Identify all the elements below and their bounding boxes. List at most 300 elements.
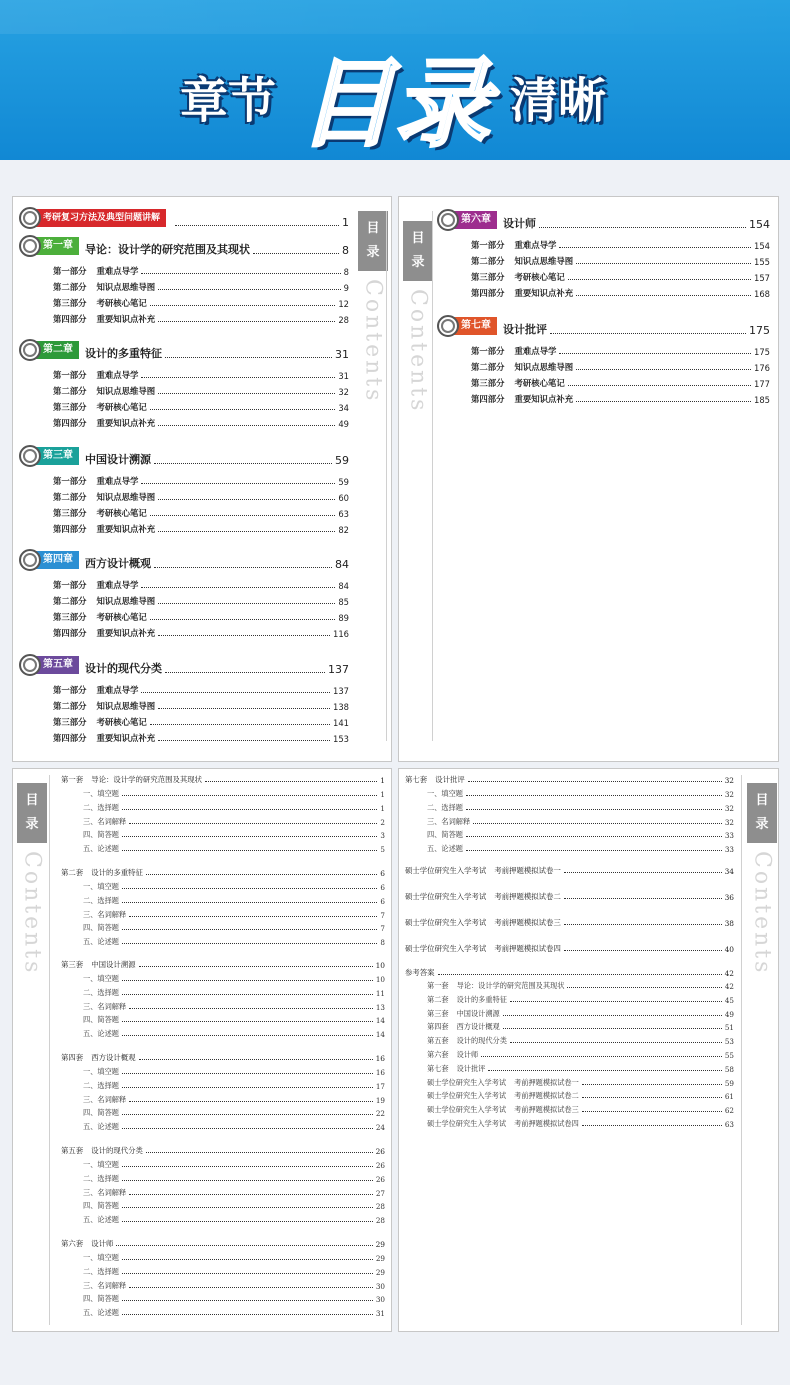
- question-type: 一、填空题: [83, 1067, 119, 1076]
- section-part: 第一部分: [53, 476, 87, 486]
- answer-label: 第六套: [427, 1050, 449, 1059]
- answer-label: 硕士学位研究生入学考试: [427, 1105, 507, 1115]
- page-number: 185: [754, 395, 770, 405]
- question-row[interactable]: [83, 1002, 385, 1012]
- page-number: 1: [380, 803, 385, 813]
- section-title: 重要知识点补充: [96, 418, 156, 428]
- section-part: 第二部分: [471, 362, 505, 372]
- sidebar-label: [358, 211, 388, 403]
- set-heading[interactable]: [61, 959, 385, 970]
- set-heading[interactable]: [61, 867, 385, 878]
- mock-title: 考前押题模拟试卷二: [494, 892, 561, 901]
- set-label: 第三套: [61, 960, 84, 969]
- question-type: 一、填空题: [83, 974, 119, 983]
- page-number: 32: [724, 776, 734, 785]
- chapter-tag: [19, 654, 79, 676]
- question-row[interactable]: [83, 1188, 385, 1198]
- section-title: 知识点思维导图: [96, 596, 156, 606]
- section-part: 第三部分: [53, 298, 87, 308]
- dot-leader: [122, 1166, 373, 1167]
- page-number: 10: [375, 975, 385, 984]
- page-number: 8: [343, 267, 349, 277]
- question-row[interactable]: [83, 803, 385, 813]
- question-row[interactable]: [83, 937, 385, 947]
- page-number: 26: [375, 1174, 385, 1184]
- answer-title: 考前押题模拟试卷四: [514, 1119, 579, 1128]
- question-row[interactable]: [83, 1174, 385, 1184]
- page-number: 141: [333, 718, 349, 728]
- page-number: 177: [754, 379, 770, 389]
- answers-title: 参考答案: [405, 968, 435, 977]
- page-number: 42: [724, 969, 734, 978]
- chapter-heading[interactable]: [19, 445, 349, 467]
- chapter-heading[interactable]: [437, 209, 770, 231]
- question-row[interactable]: [83, 1095, 385, 1105]
- question-type: 五、论述题: [83, 1122, 119, 1132]
- sidebar-label: [747, 783, 777, 975]
- question-type: 五、论述题: [83, 1215, 119, 1225]
- banner-title-part1: 章节: [180, 73, 277, 129]
- chapter-title: 西方设计概观: [85, 557, 151, 570]
- page-number: 137: [328, 663, 349, 676]
- chapter-title: 设计师: [503, 217, 536, 230]
- answer-title: 中国设计溯源: [456, 1008, 500, 1018]
- answer-title: 考前押题模拟试卷三: [514, 1105, 579, 1115]
- dot-leader: [129, 1287, 373, 1288]
- page-number: 53: [724, 1037, 734, 1047]
- page-number: 154: [754, 241, 770, 251]
- page-number: 85: [338, 597, 349, 607]
- set-title: 设计的现代分类: [91, 1146, 143, 1155]
- question-row[interactable]: [83, 844, 385, 854]
- chapter-tag-label: 第七章: [449, 317, 497, 335]
- answer-row[interactable]: [427, 1050, 734, 1060]
- set-heading[interactable]: [405, 774, 734, 785]
- contents-vertical-text: Contents: [360, 279, 386, 404]
- chapter-heading[interactable]: [19, 339, 349, 361]
- dot-leader: [150, 619, 336, 620]
- page-number: 8: [380, 938, 385, 948]
- set-label: 第一套: [61, 775, 84, 784]
- answer-label: 硕士学位研究生入学考试: [427, 1119, 507, 1128]
- section-title: 知识点思维导图: [96, 386, 156, 396]
- question-type: 五、论述题: [83, 937, 119, 947]
- mock-exam-row[interactable]: [405, 917, 734, 928]
- page-number: 63: [338, 509, 349, 519]
- section-title: 考研核心笔记: [96, 717, 147, 727]
- banner-title-part2: 目录: [298, 48, 490, 160]
- answer-title: 考前押题模拟试卷一: [514, 1077, 579, 1087]
- section-part: 第一部分: [53, 685, 87, 695]
- page-number: 58: [724, 1064, 734, 1074]
- ring-icon: [19, 654, 41, 676]
- section-part: 第二部分: [53, 492, 87, 502]
- answer-row[interactable]: [427, 1078, 734, 1088]
- contents-marker: [403, 221, 433, 281]
- section-row[interactable]: [53, 523, 349, 535]
- dot-leader: [539, 227, 746, 228]
- question-row[interactable]: [83, 1029, 385, 1039]
- page-number: 63: [724, 1120, 734, 1129]
- page-number: 22: [375, 1109, 385, 1119]
- section-row[interactable]: [53, 595, 349, 607]
- question-row[interactable]: [83, 789, 385, 799]
- dot-leader: [559, 353, 751, 354]
- question-row[interactable]: [83, 1281, 385, 1291]
- answer-row[interactable]: [427, 1091, 734, 1101]
- question-row[interactable]: [427, 844, 734, 854]
- question-row[interactable]: [427, 803, 734, 813]
- section-row[interactable]: [53, 716, 349, 728]
- question-row[interactable]: [83, 1160, 385, 1170]
- mock-prefix: 硕士学位研究生入学考试: [405, 944, 487, 953]
- page-number: 26: [375, 1161, 385, 1170]
- section-title: 考研核心笔记: [96, 298, 147, 308]
- dot-leader: [150, 515, 336, 516]
- section-row[interactable]: [53, 297, 349, 309]
- section-row[interactable]: [53, 475, 349, 487]
- intro-tag: [19, 207, 166, 229]
- page-number: 38: [724, 919, 734, 928]
- contents-vertical-text: Contents: [19, 851, 45, 976]
- section-row[interactable]: [53, 507, 349, 519]
- page-number: 14: [375, 1016, 385, 1026]
- section-row[interactable]: [53, 281, 349, 293]
- section-row[interactable]: [53, 265, 349, 277]
- set-heading[interactable]: [61, 1052, 385, 1063]
- section-part: 第一部分: [53, 370, 87, 380]
- chapter-tag: [437, 209, 497, 231]
- question-row[interactable]: [83, 923, 385, 933]
- question-type: 四、简答题: [83, 1201, 119, 1211]
- page-number: 40: [724, 945, 734, 954]
- page-number: 153: [333, 734, 349, 744]
- question-type: 五、论述题: [427, 844, 463, 854]
- dot-leader: [564, 872, 722, 873]
- mock-title: 考前押题模拟试卷三: [494, 918, 561, 927]
- question-row[interactable]: [83, 896, 385, 906]
- page-number: 55: [724, 1051, 734, 1060]
- page-number: 28: [375, 1202, 385, 1212]
- page-number: 32: [724, 790, 734, 799]
- dot-leader: [158, 740, 330, 741]
- section-title: 重要知识点补充: [514, 288, 574, 298]
- dot-leader: [582, 1125, 722, 1126]
- section-title: 重难点导学: [96, 370, 139, 380]
- page-number: 1: [380, 790, 385, 799]
- dot-leader: [158, 635, 330, 636]
- section-part: 第三部分: [471, 272, 505, 282]
- page-number: 29: [375, 1254, 385, 1263]
- dot-leader: [122, 850, 377, 851]
- section-row[interactable]: [53, 491, 349, 503]
- question-row[interactable]: [83, 1081, 385, 1091]
- dot-leader: [122, 1207, 373, 1208]
- question-row[interactable]: [83, 817, 385, 827]
- dot-leader: [564, 898, 722, 899]
- page-number: 32: [724, 817, 734, 827]
- question-type: 三、名词解释: [83, 1187, 127, 1197]
- dot-leader: [158, 289, 341, 290]
- mock-exam-row[interactable]: [405, 891, 734, 902]
- set-heading[interactable]: [61, 774, 385, 785]
- dot-leader: [141, 483, 335, 484]
- section-row[interactable]: [53, 684, 349, 696]
- question-type: 三、名词解释: [427, 816, 471, 826]
- ring-icon: [19, 235, 41, 257]
- page-number: 33: [724, 831, 734, 841]
- dot-leader: [175, 225, 339, 226]
- section-title: 考研核心笔记: [96, 508, 147, 518]
- section-row[interactable]: [471, 271, 770, 283]
- sidebar-mulu-char-2: 录: [366, 245, 380, 260]
- question-row[interactable]: [83, 910, 385, 920]
- section-row[interactable]: [53, 700, 349, 712]
- chapter-heading[interactable]: [19, 235, 349, 257]
- question-row[interactable]: [83, 1067, 385, 1077]
- page-number: 31: [338, 371, 349, 381]
- answer-row[interactable]: [427, 1064, 734, 1074]
- question-row[interactable]: [83, 988, 385, 998]
- section-row[interactable]: [53, 369, 349, 381]
- section-row[interactable]: [471, 345, 770, 357]
- section-title: 重难点导学: [514, 346, 557, 356]
- answers-heading[interactable]: [405, 967, 734, 978]
- question-row[interactable]: [427, 817, 734, 827]
- chapter-tag-label: 第六章: [449, 211, 497, 229]
- page-number: 9: [343, 283, 349, 293]
- section-row[interactable]: [53, 611, 349, 623]
- question-type: 一、填空题: [83, 1160, 119, 1169]
- set-heading[interactable]: [61, 1238, 385, 1249]
- ring-icon: [19, 445, 41, 467]
- section-title: 考研核心笔记: [96, 612, 147, 622]
- dot-leader: [576, 401, 751, 402]
- question-type: 二、选择题: [83, 1080, 119, 1090]
- set-label: 第二套: [61, 868, 84, 877]
- page-number: 175: [749, 324, 770, 337]
- section-part: 第四部分: [471, 288, 505, 298]
- dot-leader: [158, 321, 335, 322]
- page-number: 29: [375, 1267, 385, 1277]
- page-number: 33: [724, 845, 734, 855]
- section-part: 第二部分: [53, 701, 87, 711]
- dot-leader: [564, 950, 722, 951]
- page-number: 82: [338, 525, 349, 535]
- page-number: 29: [375, 1240, 385, 1249]
- answer-row[interactable]: [427, 1119, 734, 1129]
- dot-leader: [564, 924, 722, 925]
- question-row[interactable]: [83, 1294, 385, 1304]
- sidebar-label: [403, 221, 433, 413]
- section-part: 第一部分: [471, 240, 505, 250]
- dot-leader: [141, 377, 335, 378]
- dot-leader: [122, 1221, 373, 1222]
- question-row[interactable]: [83, 1122, 385, 1132]
- question-row[interactable]: [83, 882, 385, 892]
- page-number: 176: [754, 363, 770, 373]
- section-row[interactable]: [471, 239, 770, 251]
- section-row[interactable]: [471, 255, 770, 267]
- dot-leader: [568, 279, 751, 280]
- section-title: 重要知识点补充: [96, 628, 156, 638]
- answer-row[interactable]: [427, 981, 734, 991]
- page-number: 5: [380, 845, 385, 855]
- section-row[interactable]: [471, 377, 770, 389]
- page-number: 59: [724, 1078, 734, 1088]
- section-part: 第二部分: [53, 596, 87, 606]
- question-row[interactable]: [427, 789, 734, 799]
- question-type: 一、填空题: [83, 789, 119, 798]
- section-part: 第四部分: [53, 418, 87, 428]
- dot-leader: [139, 1059, 373, 1060]
- question-type: 三、名词解释: [83, 1094, 127, 1104]
- dot-leader: [165, 357, 332, 358]
- question-type: 一、填空题: [83, 1253, 119, 1262]
- sidebar-mulu-char-2: 录: [25, 817, 39, 832]
- page-number: 89: [338, 613, 349, 623]
- question-row[interactable]: [83, 1267, 385, 1277]
- dot-leader: [122, 943, 377, 944]
- answer-row[interactable]: [427, 995, 734, 1005]
- question-row[interactable]: [83, 1253, 385, 1263]
- section-row[interactable]: [53, 417, 349, 429]
- dot-leader: [568, 385, 751, 386]
- set-label: 第六套: [61, 1239, 84, 1248]
- question-type: 四、简答题: [83, 830, 119, 840]
- dot-leader: [129, 1008, 373, 1009]
- question-type: 二、选择题: [83, 895, 119, 905]
- answer-row[interactable]: [427, 1009, 734, 1019]
- contents-vertical-text: Contents: [749, 851, 775, 976]
- section-row[interactable]: [471, 393, 770, 405]
- toc-page-chapters-2: [398, 196, 779, 762]
- question-type: 二、选择题: [427, 802, 463, 812]
- section-row[interactable]: [471, 361, 770, 373]
- page-number: 59: [335, 454, 349, 467]
- question-row[interactable]: [83, 830, 385, 840]
- dot-leader: [122, 1128, 373, 1129]
- question-type: 二、选择题: [83, 802, 119, 812]
- section-part: 第二部分: [53, 282, 87, 292]
- question-row[interactable]: [83, 974, 385, 984]
- dot-leader: [576, 295, 751, 296]
- set-heading[interactable]: [61, 1145, 385, 1156]
- chapter-title: 设计的现代分类: [85, 662, 162, 675]
- page-number: 32: [338, 387, 349, 397]
- answer-row[interactable]: [427, 1036, 734, 1046]
- question-row[interactable]: [83, 1201, 385, 1211]
- header-banner: [0, 0, 790, 160]
- question-row[interactable]: [83, 1015, 385, 1025]
- dot-leader: [466, 795, 722, 796]
- page-number: 1: [380, 776, 385, 785]
- dot-leader: [129, 916, 377, 917]
- page-number: 154: [749, 218, 770, 231]
- question-row[interactable]: [83, 1308, 385, 1318]
- section-title: 考研核心笔记: [514, 378, 565, 388]
- answer-label: 第三套: [427, 1008, 449, 1018]
- mock-exam-row[interactable]: [405, 865, 734, 876]
- page-number: 34: [338, 403, 349, 413]
- set-title: 设计师: [91, 1239, 114, 1248]
- chapter-tag-label: 第二章: [31, 341, 79, 359]
- section-title: 知识点思维导图: [514, 256, 574, 266]
- section-title: 重难点导学: [96, 476, 139, 486]
- page-number: 14: [375, 1030, 385, 1040]
- page-number: 30: [375, 1281, 385, 1291]
- question-row[interactable]: [83, 1108, 385, 1118]
- intro-row[interactable]: [19, 207, 349, 229]
- answer-title: 西方设计概观: [456, 1022, 500, 1032]
- section-row[interactable]: [53, 385, 349, 397]
- sidebar-mulu-char-1: 目: [755, 793, 769, 808]
- page-number: 24: [375, 1123, 385, 1133]
- section-row[interactable]: [471, 287, 770, 299]
- chapter-title: 中国设计溯源: [85, 453, 151, 466]
- section-part: 第二部分: [471, 256, 505, 266]
- chapter-heading[interactable]: [19, 654, 349, 676]
- section-part: 第三部分: [471, 378, 505, 388]
- chapter-heading[interactable]: [437, 315, 770, 337]
- ring-icon: [19, 207, 41, 229]
- section-title: 考研核心笔记: [514, 272, 565, 282]
- page-number: 61: [724, 1092, 734, 1102]
- set-label: 第四套: [61, 1053, 84, 1062]
- set-title: 导论：设计学的研究范围及其现状: [91, 775, 203, 784]
- answer-row[interactable]: [427, 1105, 734, 1115]
- mock-exam-row[interactable]: [405, 943, 734, 954]
- page-number: 6: [380, 896, 385, 906]
- question-row[interactable]: [427, 830, 734, 840]
- answer-title: 导论：设计学的研究范围及其现状: [456, 981, 565, 990]
- question-type: 三、名词解释: [83, 909, 127, 919]
- section-part: 第四部分: [471, 394, 505, 404]
- dot-leader: [116, 1245, 372, 1246]
- question-row[interactable]: [83, 1215, 385, 1225]
- question-type: 二、选择题: [83, 1266, 119, 1276]
- contents-marker: [358, 211, 388, 271]
- chapter-tag: [437, 315, 497, 337]
- answer-label: 第二套: [427, 994, 449, 1004]
- chapter-tag: [19, 549, 79, 571]
- dot-leader: [582, 1097, 722, 1098]
- dot-leader: [122, 1300, 373, 1301]
- section-row[interactable]: [53, 627, 349, 639]
- page-number: 60: [338, 493, 349, 503]
- section-row[interactable]: [53, 579, 349, 591]
- intro-label: 考研复习方法及典型问题讲解: [31, 209, 166, 227]
- chapter-heading[interactable]: [19, 549, 349, 571]
- page-number: 36: [724, 893, 734, 902]
- answer-row[interactable]: [427, 1022, 734, 1032]
- section-title: 重难点导学: [96, 266, 139, 276]
- page-number: 10: [375, 961, 385, 970]
- page-number: 8: [342, 244, 349, 257]
- answer-title: 考前押题模拟试卷二: [514, 1091, 579, 1101]
- answer-label: 硕士学位研究生入学考试: [427, 1077, 507, 1087]
- page-number: 84: [338, 581, 349, 591]
- dot-leader: [510, 1001, 722, 1002]
- section-row[interactable]: [53, 313, 349, 325]
- section-part: 第二部分: [53, 386, 87, 396]
- dot-leader: [510, 1042, 722, 1043]
- section-row[interactable]: [53, 401, 349, 413]
- section-row[interactable]: [53, 732, 349, 744]
- dot-leader: [146, 874, 377, 875]
- page-number: 49: [724, 1009, 734, 1019]
- dot-leader: [466, 836, 722, 837]
